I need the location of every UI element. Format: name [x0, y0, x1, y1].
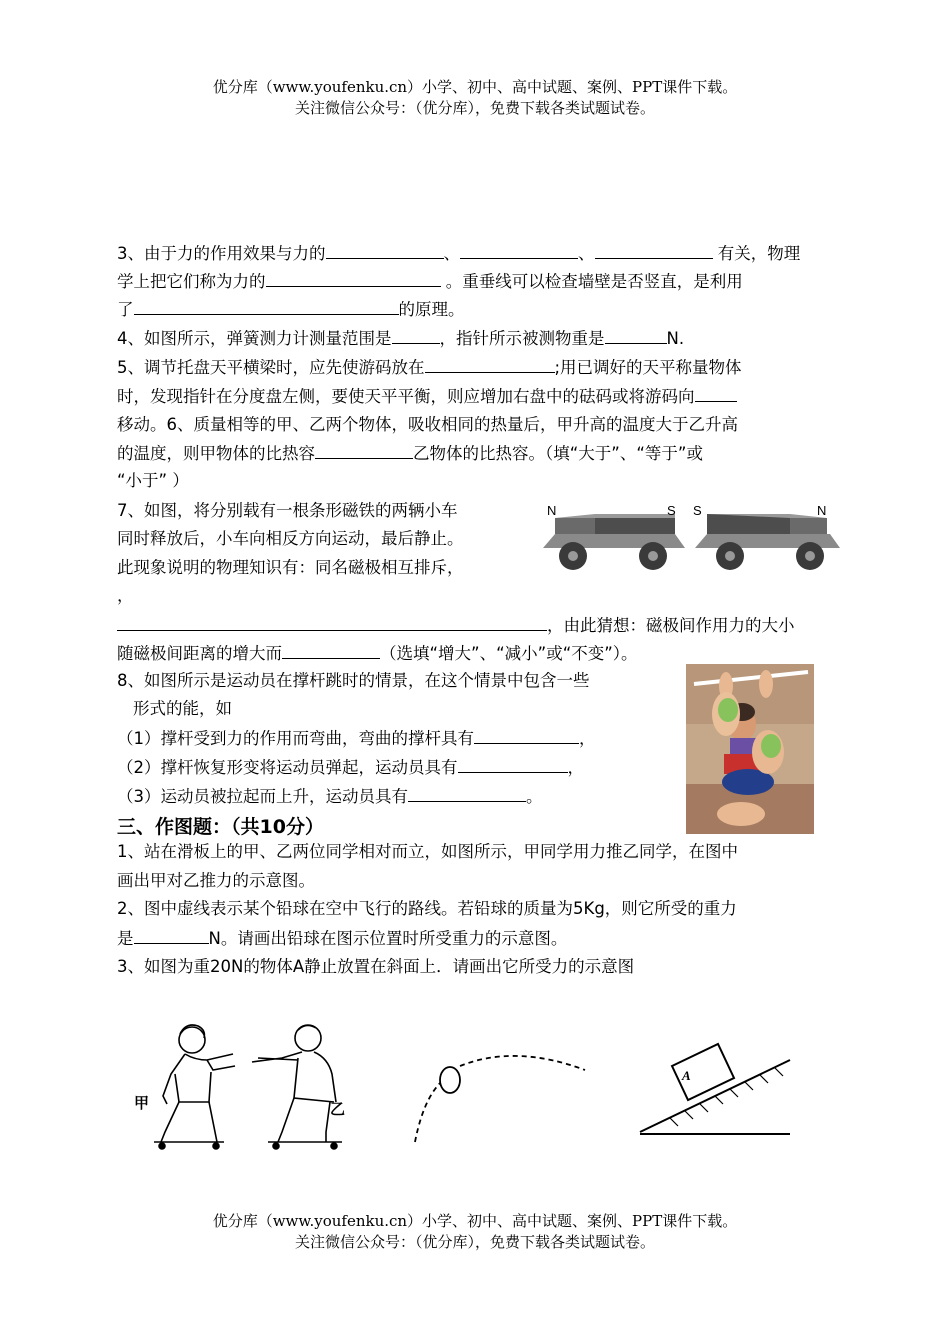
answer-blank[interactable] — [458, 754, 568, 773]
block-a-label: A — [682, 1068, 691, 1083]
shot-put-ball — [440, 1067, 460, 1093]
trajectory-dashed-line — [460, 1056, 585, 1070]
page-header — [0, 77, 950, 119]
header-line-1: 优分库（www.youfenku.cn）小学、初中、高中试题、案例、PPT课件下载。 — [212, 78, 738, 96]
question-8-line-2: 形式的能，如 — [133, 699, 232, 718]
answer-blank[interactable] — [392, 325, 440, 344]
page-footer — [0, 1211, 950, 1253]
question-7-line-4: ， — [117, 586, 134, 605]
answer-blank[interactable] — [282, 640, 380, 659]
question-7-line-1: 7、如图，将分别载有一根条形磁铁的两辆小车 — [117, 501, 458, 520]
shot-put-trajectory-figure — [405, 1050, 595, 1150]
section-3-q1-line-1: 1、站在滑板上的甲、乙两位同学相对而立，如图所示，甲同学用力推乙同学，在图中 — [117, 842, 738, 861]
question-7-line-3: 此现象说明的物理知识有：同名磁极相互排斥， — [117, 558, 464, 577]
answer-blank[interactable] — [605, 325, 667, 344]
question-3-line-3: 了 的原理。 — [117, 296, 465, 323]
footer-line-2: 关注微信公众号：（优分库），免费下载各类试题试卷。 — [294, 1233, 655, 1251]
question-8-item-2: （2）撑杆恢复形变将运动员弹起，运动员具有 ， — [117, 754, 584, 781]
section-3-q3: 3、如图为重20N的物体A静止放置在斜面上．请画出它所受力的示意图 — [117, 957, 635, 976]
pole-label: S — [667, 503, 676, 518]
skater-label-yi: 乙 — [330, 1100, 346, 1118]
answer-blank[interactable] — [460, 240, 578, 259]
pole-vault-photo — [686, 664, 814, 834]
question-3-line-1: 3、由于力的作用效果与力的 、 、 有关，物理 — [117, 240, 800, 267]
question-5-line-2: 时，发现指针在分度盘左侧，要使天平平衡，则应增加右盘中的砝码或将游码向 — [117, 383, 737, 410]
skater-jia — [154, 1025, 235, 1149]
skaters-figure — [130, 1022, 360, 1157]
question-6-line: 的温度，则甲物体的比热容 乙物体的比热容。（填“大于”、“等于”或 — [117, 440, 703, 467]
question-7-line-6: 随磁极间距离的增大而 （选填“增大”、“减小”或“不变”）。 — [117, 640, 638, 667]
pole-label: N — [547, 503, 557, 518]
question-3-line-2: 学上把它们称为力的 。重垂线可以检查墙壁是否竖直，是利用 — [117, 268, 743, 295]
answer-blank[interactable] — [474, 725, 579, 744]
answer-blank[interactable] — [595, 240, 713, 259]
answer-blank[interactable] — [315, 440, 413, 459]
incline-figure — [630, 1030, 800, 1140]
section-3-q2-line-2: 是 N。请画出铅球在图示位置时所受重力的示意图。 — [117, 925, 567, 952]
pole-label: S — [693, 503, 702, 518]
header-line-2: 关注微信公众号：（优分库），免费下载各类试题试卷。 — [294, 99, 655, 117]
skater-label-jia: 甲 — [134, 1094, 150, 1112]
section-3-title: 三、作图题：（共10分） — [117, 816, 324, 838]
answer-blank[interactable] — [695, 383, 737, 402]
skater-yi — [252, 1025, 342, 1149]
pole-label: N — [817, 503, 827, 518]
question-5-line-3: 移动。6、质量相等的甲、乙两个物体，吸收相同的热量后，甲升高的温度大于乙升高 — [117, 415, 738, 434]
answer-blank[interactable] — [326, 240, 444, 259]
question-5-line-1: 5、调节托盘天平横梁时，应先使游码放在 ;用已调好的天平称量物体 — [117, 354, 742, 381]
question-8-item-1: （1）撑杆受到力的作用而弯曲，弯曲的撑杆具有 ， — [117, 725, 596, 752]
section-3-q1-line-2: 画出甲对乙推力的示意图。 — [117, 871, 315, 890]
answer-blank[interactable] — [266, 268, 441, 287]
answer-blank[interactable] — [425, 354, 555, 373]
answer-blank[interactable] — [134, 925, 209, 944]
question-6-options: “小于” ） — [117, 471, 189, 490]
question-8-line-1: 8、如图所示是运动员在撑杆跳时的情景，在这个情景中包含一些 — [117, 671, 590, 690]
left-cart — [543, 514, 685, 570]
section-3-q2-line-1: 2、图中虚线表示某个铅球在空中飞行的路线。若铅球的质量为5Kg，则它所受的重力 — [117, 899, 737, 918]
question-7-line-5: ，由此猜想：磁极间作用力的大小 — [117, 612, 795, 639]
magnet-carts-figure — [535, 500, 855, 580]
footer-line-1: 优分库（www.youfenku.cn）小学、初中、高中试题、案例、PPT课件下载。 — [212, 1212, 738, 1230]
answer-blank[interactable] — [408, 783, 526, 802]
answer-blank[interactable] — [134, 296, 399, 315]
question-8-item-3: （3）运动员被拉起而上升，运动员具有 。 — [117, 783, 543, 810]
right-cart — [695, 514, 840, 570]
question-7-line-2: 同时释放后，小车向相反方向运动，最后静止。 — [117, 529, 464, 548]
answer-blank[interactable] — [117, 612, 547, 631]
question-4: 4、如图所示，弹簧测力计测量范围是 ，指针所示被测物重是 N. — [117, 325, 684, 352]
